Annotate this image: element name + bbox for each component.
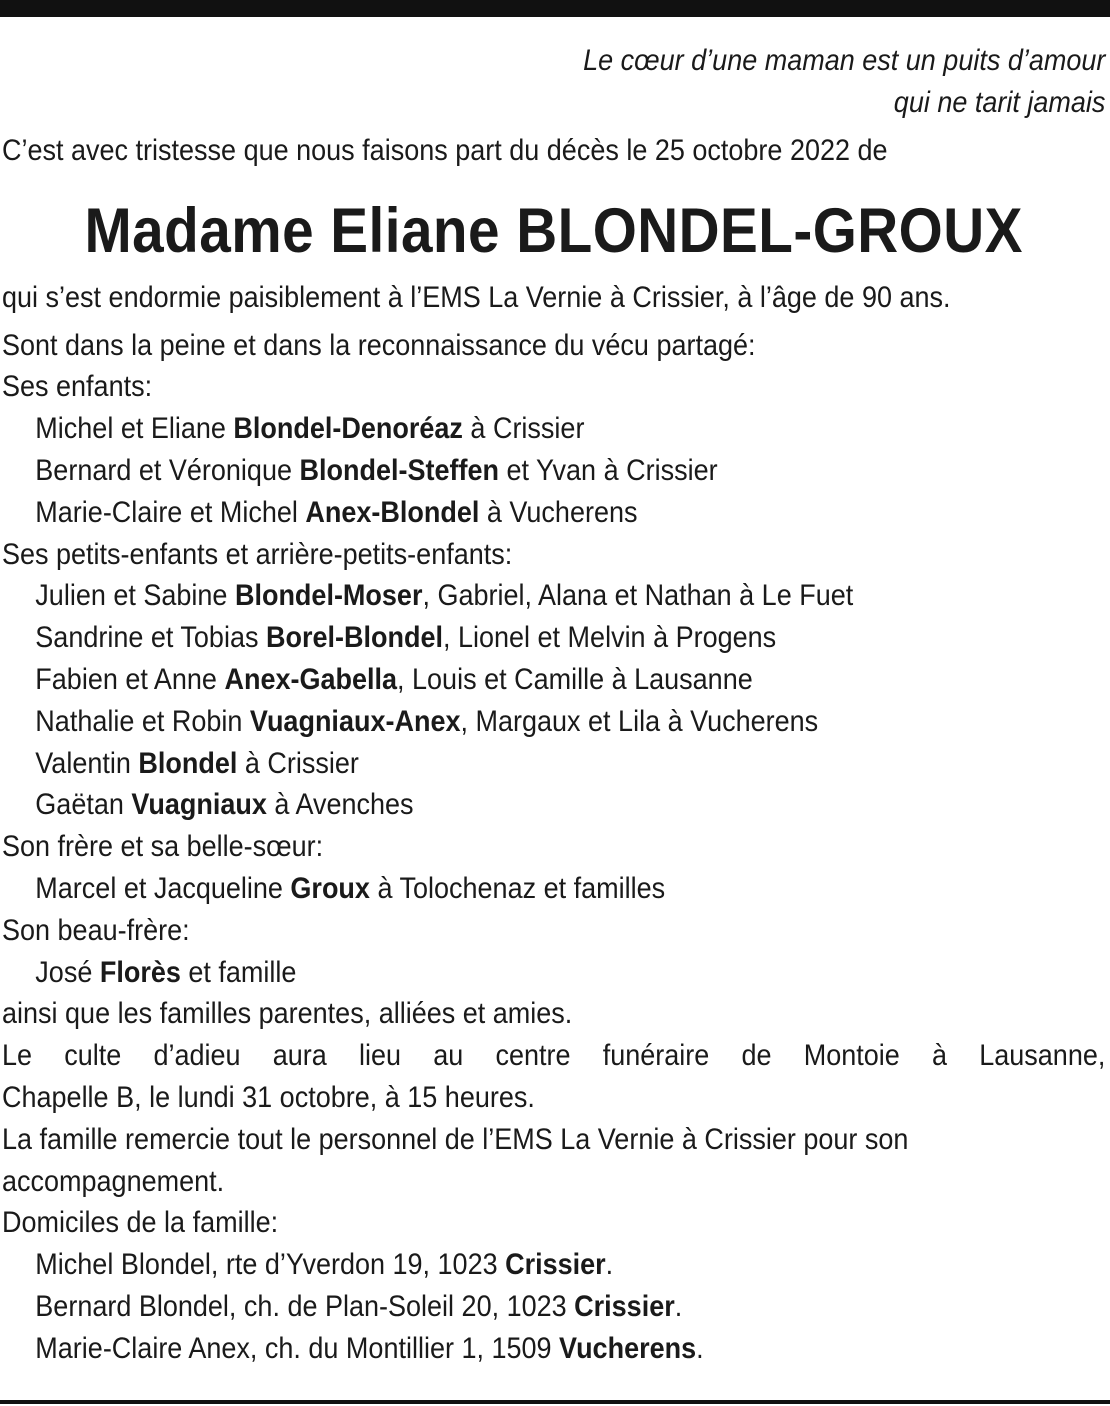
entry-surname: Anex-Gabella <box>224 662 398 696</box>
entry-surname: Borel-Blondel <box>265 621 443 655</box>
entry-surname: Crissier <box>574 1289 675 1323</box>
addresses-list <box>2 1244 1105 1369</box>
entry-surname: Vuagniaux-Anex <box>249 704 461 738</box>
entry-surname: Anex-Blondel <box>305 495 480 529</box>
service-word: aura <box>272 1039 327 1073</box>
brother-heading: Son frère et sa belle-sœur: <box>2 830 324 864</box>
entry-surname: Vuagniaux <box>131 788 267 822</box>
service-line-2: Chapelle B, le lundi 31 octobre, à 15 heures. <box>2 1080 535 1114</box>
quote-line-1: Le cœur d’une maman est un puits d’amour <box>583 44 1106 77</box>
entry-text: , Louis et Camille à Lausanne <box>397 662 753 696</box>
entry-text: Michel et Eliane <box>35 412 234 446</box>
service-word: Lausanne, <box>979 1039 1106 1073</box>
service-word: culte <box>64 1039 122 1073</box>
service-word: lieu <box>359 1039 402 1073</box>
entry-text: à Crissier <box>237 746 359 780</box>
entry-text: , Gabriel, Alana et Nathan à Le Fuet <box>422 579 854 613</box>
children-list <box>2 408 1105 533</box>
service-line-1 <box>2 1035 1105 1077</box>
list-item <box>2 450 1105 492</box>
entry-text: Bernard et Véronique <box>35 453 300 487</box>
list-item <box>2 868 1105 910</box>
top-rule <box>0 0 1110 17</box>
grandchildren-list <box>2 575 1105 826</box>
entry-text: Bernard Blondel, ch. de Plan-Soleil 20, 1023 <box>35 1289 575 1323</box>
entry-surname: Crissier <box>505 1248 606 1282</box>
entry-text: Marcel et Jacqueline <box>35 871 291 905</box>
entry-surname: Blondel-Denoréaz <box>233 412 463 446</box>
entry-text: Marie-Claire et Michel <box>35 495 306 529</box>
entry-text: à Avenches <box>266 788 414 822</box>
entry-surname: Groux <box>290 871 370 905</box>
list-item <box>2 575 1105 617</box>
entry-text: Gaëtan <box>35 788 132 822</box>
entry-text: à Crissier <box>462 412 585 446</box>
list-item <box>2 408 1105 450</box>
list-item <box>2 1244 1105 1286</box>
thanks-line-2: accompagnement. <box>2 1164 225 1198</box>
entry-text: Marie-Claire Anex, ch. du Montillier 1, 1509 <box>35 1331 560 1365</box>
service-word: Le <box>2 1039 33 1073</box>
entry-text: Valentin <box>35 746 139 780</box>
list-item <box>2 659 1105 701</box>
service-word: Montoie <box>803 1039 900 1073</box>
list-item <box>2 1328 1105 1370</box>
entry-text: à Tolochenaz et familles <box>369 871 666 905</box>
mourners-intro: Sont dans la peine et dans la reconnaissance du vécu partagé: <box>2 328 756 362</box>
quote-line-2: qui ne tarit jamais <box>893 86 1106 119</box>
entry-text: et Yvan à Crissier <box>498 453 718 487</box>
announcement-intro: C’est avec tristesse que nous faisons part du décès le 25 octobre 2022 de <box>2 134 888 167</box>
entry-text: , Margaux et Lila à Vucherens <box>460 704 819 738</box>
brother-in-law-heading: Son beau-frère: <box>2 913 190 947</box>
epigraph-quote <box>2 40 1105 124</box>
entry-text: José <box>35 955 100 989</box>
addresses-heading: Domiciles de la famille: <box>2 1206 279 1240</box>
deceased-name: Madame Eliane BLONDEL-GROUX <box>84 195 1023 266</box>
service-word: centre <box>495 1039 571 1073</box>
entry-text: . <box>696 1331 704 1365</box>
entry-text: Nathalie et Robin <box>35 704 250 738</box>
entry-text: et famille <box>180 955 297 989</box>
entry-surname: Blondel <box>138 746 238 780</box>
service-word: de <box>741 1039 772 1073</box>
service-word: funéraire <box>602 1039 710 1073</box>
list-item <box>2 492 1105 534</box>
entry-text: à Vucherens <box>479 495 638 529</box>
list-item <box>2 952 1105 994</box>
entry-surname: Blondel-Moser <box>234 579 423 613</box>
list-item <box>2 743 1105 785</box>
entry-text: , Lionel et Melvin à Progens <box>442 621 777 655</box>
bottom-rule <box>0 1400 1110 1404</box>
list-item <box>2 617 1105 659</box>
entry-text: Michel Blondel, rte d’Yverdon 19, 1023 <box>35 1248 506 1282</box>
grandchildren-heading: Ses petits-enfants et arrière-petits-enfants: <box>2 537 513 571</box>
entry-text: . <box>674 1289 683 1323</box>
entry-surname: Vucherens <box>559 1331 697 1365</box>
brother-list <box>2 868 1105 910</box>
thanks-line-1: La famille remercie tout le personnel de l’EMS La Vernie à Crissier pour son <box>2 1122 909 1156</box>
obituary-notice <box>2 40 1105 1370</box>
service-word: d’adieu <box>153 1039 241 1073</box>
entry-text: . <box>605 1248 614 1282</box>
service-word: au <box>433 1039 464 1073</box>
entry-text: Fabien et Anne <box>35 662 225 696</box>
entry-surname: Blondel-Steffen <box>299 453 499 487</box>
death-details: qui s’est endormie paisiblement à l’EMS La Vernie à Crissier, à l’âge de 90 ans. <box>2 280 951 314</box>
service-word: à <box>932 1039 948 1073</box>
brother-in-law-list <box>2 952 1105 994</box>
relatives-line: ainsi que les familles parentes, alliées et amies. <box>2 997 573 1031</box>
children-heading: Ses enfants: <box>2 370 153 404</box>
entry-surname: Florès <box>99 955 181 989</box>
list-item <box>2 1286 1105 1328</box>
entry-text: Julien et Sabine <box>35 579 235 613</box>
entry-text: Sandrine et Tobias <box>35 621 266 655</box>
list-item <box>2 784 1105 826</box>
list-item <box>2 701 1105 743</box>
